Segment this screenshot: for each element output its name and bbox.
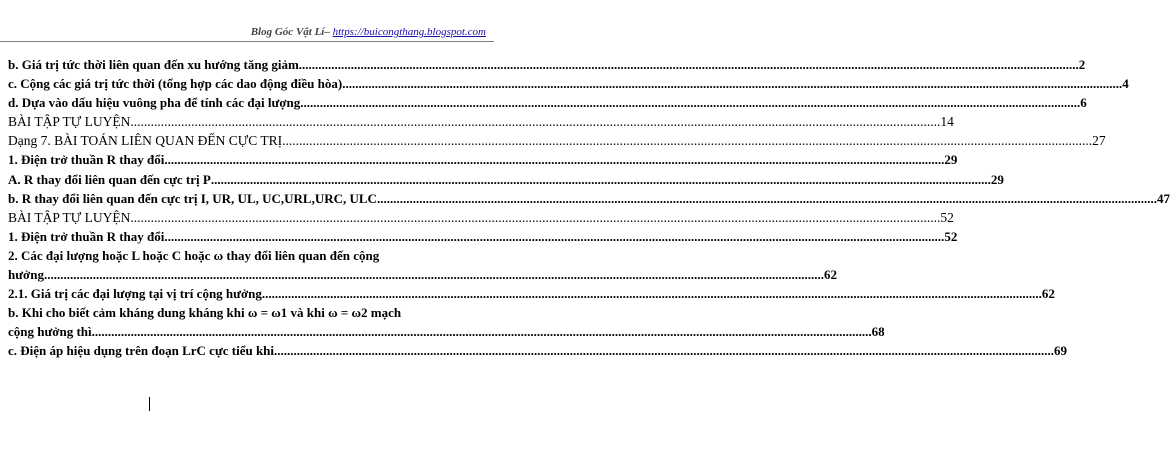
page-header — [251, 26, 486, 38]
toc-heading-entry[interactable] — [8, 131, 1106, 150]
toc-leader-dots — [44, 265, 824, 284]
toc-leader-dots — [92, 322, 872, 341]
toc-leader-dots — [300, 93, 1080, 112]
toc-entry[interactable] — [8, 227, 958, 246]
toc-leader-dots — [130, 208, 940, 227]
toc-entry-page: 4 — [1122, 76, 1129, 92]
header-divider — [0, 41, 494, 42]
toc-entry[interactable] — [8, 341, 1068, 360]
blog-label: Blog Góc Vật Lí– — [250, 26, 333, 38]
toc-entry[interactable] — [8, 74, 1129, 93]
toc-entry-title: BÀI TẬP TỰ LUYỆN — [8, 114, 131, 130]
toc-entry[interactable] — [8, 150, 958, 169]
toc-entry-page: 29 — [944, 152, 958, 168]
toc-entry-page: 69 — [1054, 343, 1068, 359]
toc-entry-title: c. Điện áp hiệu dụng trên đoạn LrC cực tiểu khi — [8, 343, 275, 359]
toc-entry-title-continued: cộng hưởng thì — [8, 324, 92, 340]
toc-entry-page: 52 — [944, 228, 958, 244]
toc-entry-title: 1. Điện trở thuần R thay đổi — [8, 228, 165, 244]
toc-leader-dots — [299, 55, 1079, 74]
toc-entry[interactable] — [8, 170, 1004, 189]
toc-entry-title: 2. Các đại lượng hoặc L hoặc C hoặc ω thay đổi liên quan đến cộng — [8, 247, 380, 263]
toc-leader-dots — [377, 189, 1157, 208]
toc-entry-title-continued: hưởng — [8, 267, 44, 283]
toc-entry-title: b. Khi cho biết cảm kháng dung kháng khi ω = ω1 và khi ω = ω2 mạch — [8, 305, 402, 321]
text-cursor — [149, 397, 150, 411]
toc-entry-page: 27 — [1092, 133, 1106, 149]
toc-entry-page: 68 — [871, 324, 885, 340]
toc-entry-title: Dạng 7. BÀI TOÁN LIÊN QUAN ĐẾN CỰC TRỊ — [8, 133, 283, 149]
toc-entry-title: b. Giá trị tức thời liên quan đến xu hướng tăng giảm — [8, 57, 299, 72]
toc-heading-entry[interactable] — [8, 112, 954, 131]
toc-entry-title: 1. Điện trở thuần R thay đổi — [8, 152, 165, 168]
toc-entry-page: 2 — [1078, 57, 1086, 72]
toc-entry-continuation — [8, 265, 837, 284]
toc-entry[interactable] — [8, 55, 1086, 74]
toc-entry-title: d. Dựa vào dấu hiệu vuông pha để tính các đại lượng — [8, 95, 301, 111]
toc-entry-title: A. R thay đổi liên quan đến cực trị P — [8, 171, 211, 187]
toc-entry-page: 62 — [1041, 286, 1055, 302]
toc-entry-continuation — [8, 322, 885, 341]
toc-entry-page: 52 — [940, 209, 954, 225]
toc-leader-dots — [342, 74, 1122, 93]
toc-leader-dots — [262, 284, 1042, 303]
table-of-contents — [8, 55, 1170, 361]
toc-heading-entry[interactable] — [8, 208, 954, 227]
toc-entry-page: 47 — [1156, 190, 1170, 206]
toc-entry-page: 62 — [823, 267, 837, 283]
toc-entry-title: 2.1. Giá trị các đại lượng tại vị trí cộng hưởng — [8, 286, 262, 302]
toc-entry[interactable] — [8, 246, 837, 284]
toc-entry-title: b. R thay đổi liên quan đến cực trị I, UR, UL, UC,URL,URC, ULC — [8, 190, 377, 206]
toc-entry-page: 29 — [990, 171, 1004, 187]
blog-link[interactable]: https://buicongthang.blogspot.com — [332, 26, 486, 38]
toc-leader-dots — [164, 150, 944, 169]
toc-entry[interactable] — [8, 284, 1055, 303]
toc-leader-dots — [164, 227, 944, 246]
toc-leader-dots — [211, 170, 991, 189]
toc-leader-dots — [274, 341, 1054, 360]
toc-leader-dots — [130, 112, 940, 131]
toc-entry[interactable] — [8, 93, 1087, 112]
toc-entry[interactable] — [8, 189, 1170, 208]
toc-entry[interactable] — [8, 303, 885, 341]
toc-entry-page: 14 — [940, 114, 954, 130]
toc-entry-page: 6 — [1080, 95, 1087, 111]
toc-leader-dots — [282, 131, 1092, 150]
toc-entry-title: c. Cộng các giá trị tức thời (tổng hợp các dao động điều hòa) — [8, 76, 343, 92]
toc-entry-title: BÀI TẬP TỰ LUYỆN — [8, 209, 131, 225]
